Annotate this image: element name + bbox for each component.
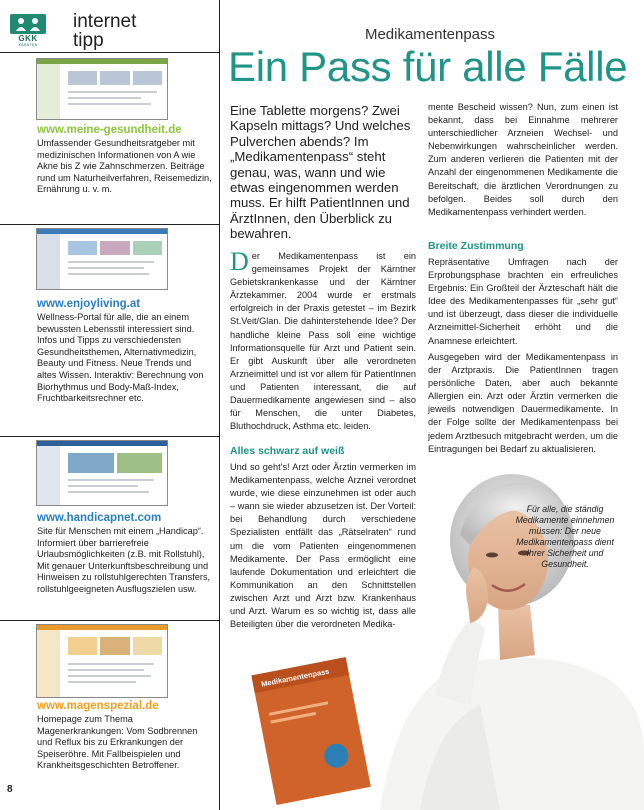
desc-handicapnet: Site für Menschen mit einem „Handicap“. Informiert über barrierefreie Urlaubsmöglichkeiten (z.B. mit Rollstuhl), Mit genauer Unterkunftsbeschreibung und Hinweisen zu rollstuhlgerechten Transfers, rollstuhlgeeigneten Ausflugszielen usw.	[37, 526, 211, 594]
article-paragraph-4: Repräsentative Umfragen nach der Erprobungsphase brachten ein erfreuliches Ergebnis: Ein Großteil der Ärzteschaft hält die Idee des Medikamentenpasses für „sehr gut“ und ist überzeugt, dass dieser die individuelle Arzneimittel-Sicherheit erhöht und die Anamnese erleichtert.	[428, 257, 618, 346]
website-screenshot-magenspezial	[36, 624, 168, 698]
gkk-logo-sub: KÄRNTEN	[18, 43, 38, 47]
article-paragraph-1-text: er Medikamentenpass ist ein gemeinsames Projekt der Kärntner Gebietskrankenkasse und der Kärntner Ärztekammer. 2004 wurde er erstmals erfolgreich in der Praxis getestet – im Bezirk St.Veit/Glan. Die dahinterstehende Idee? Der handliche kleine Pass soll eine wichtige Informationsquelle für Arzt und Patient sein. Er gibt Auskunft über alle verordneten Arzneimittel und ist vor allem für PatientInnen und Patienten interessant, die auf Dauermedikamente angewiesen sind – also für Menschen, die unter Diabetes, Bluthochdruck, Asthma etc. leiden.	[230, 251, 416, 432]
desc-enjoyliving: Wellness-Portal für alle, die an einem bewussten Lebensstil interessiert sind. Infos und Tipps zu verschiedensten Gesundheitsthemen, Alternativmedizin, Beauty und Fitness. Neue Trends und altes Wissen. Interaktiv: Berechnung von Biorhythmus und Body-Maß-Index, Fruchtbarkeitsrechner etc.	[37, 312, 204, 404]
gkk-logo	[10, 14, 46, 46]
photo-caption: Für alle, die ständig Medikamente einnehmen müssen: Der neue Medikamentenpass dient Ihrer Sicherheit und Gesundheit.	[515, 504, 615, 569]
booklet-title: Medikamentenpass	[260, 666, 331, 689]
sidebar	[0, 0, 219, 810]
gkk-logo-word: GKK	[18, 34, 38, 43]
website-screenshot-enjoyliving	[36, 228, 168, 290]
subhead-breite-zustimmung: Breite Zustimmung	[428, 240, 524, 252]
drop-cap: D	[230, 247, 249, 276]
desc-magenspezial: Homepage zum Thema Magenerkrankungen: Vom Sodbrennen und Reflux bis zu Erkrankungen der Speiseröhre. Mit Fallbeispielen und Krankheitsgeschichten Betroffener.	[37, 714, 198, 771]
article-paragraph-5: Ausgegeben wird der Medikamentenpass in der Arztpraxis. Die PatientInnen tragen persönliche Daten, aber auch bekannte Allergien ein. Arzt oder Ärztin vermerken die jeweils notwendigen Dauermedikamente. In der Folge sollte der Medikamentenpass bei jedem Arztbesuch mitgebracht werden, um die Eintragungen bei Bedarf zu aktualisieren.	[428, 352, 618, 454]
article-paragraph-3: mente Bescheid wissen? Nun, zum einen ist bekannt, dass bei Einnahme mehrerer unterschiedlicher Arzneien Wechsel- und Nebenwirkungen wahrscheinlicher werden. Zum anderen verlieren die Patienten mit der Anzahl der eingenommenen Medikamente die Bereitschaft, die ärztlichen Verordnungen zu befolgen. Beides soll durch den Medikamentenpass verhindert werden.	[428, 102, 618, 217]
article-headline: Ein Pass für alle Fälle	[228, 43, 628, 90]
subhead-alles-schwarz: Alles schwarz auf weiß	[230, 445, 345, 457]
link-enjoyliving[interactable]: www.enjoyliving.at	[37, 298, 141, 310]
title-line-2: tipp	[73, 30, 104, 51]
divider	[0, 52, 219, 53]
article-paragraph-1	[230, 247, 416, 433]
desc-meine-gesundheit: Umfassender Gesundheitsratgeber mit medizinischen Informationen von A wie Akne bis Z wie Zahnschmerzen. Beiträge rund um Naturheilverfahren, Reisemedizin, Ernährung u. v. m.	[37, 138, 212, 195]
title-line-1: internet	[73, 11, 137, 32]
article-lead: Eine Tablette morgens? Zwei Kapseln mittags? Und welches Pulverchen abends? Im „Medikamentenpass“ steht genau, was, wann und wie etwas eingenommen werden muss. Er hilft PatientInnen und ÄrztInnen, den Überblick zu bewahren.	[230, 103, 411, 242]
divider	[0, 224, 219, 225]
link-meine-gesundheit[interactable]: www.meine-gesundheit.de	[37, 124, 182, 136]
page-number: 8	[7, 784, 13, 795]
link-magenspezial[interactable]: www.magenspezial.de	[37, 700, 159, 712]
link-handicapnet[interactable]: www.handicapnet.com	[37, 512, 162, 524]
internet-tipp-title	[73, 12, 136, 50]
article-paragraph-2: Und so geht's! Arzt oder Ärztin vermerken im Medikamentenpass, welche Arznei verordnet wurde, wie diese einzunehmen ist oder auch – wann sie wieder abzusetzen ist. Der Vorteil: bei Behandlung durch verschiedene Spezialisten entfällt das „Rätselraten“ rund um die vom Patienten eingenommenen Medikamente. Der Pass ermöglicht eine laufende Dokumentation und erleichtert die Kommunikation an den Schnittstellen zwischen Arzt und Arzt bzw. Krankenhaus und Arzt. Warum es so wichtig ist, dass alle Beteiligten über die verordneten Medika-	[230, 462, 416, 630]
gkk-logo-icon	[10, 14, 46, 34]
medikamentenpass-booklet	[251, 657, 370, 805]
divider	[0, 436, 219, 437]
article-kicker: Medikamentenpass	[364, 26, 496, 43]
website-screenshot-handicapnet	[36, 440, 168, 506]
sidebar-border	[219, 0, 220, 810]
website-screenshot-meine-gesundheit	[36, 58, 168, 120]
divider	[0, 620, 219, 621]
